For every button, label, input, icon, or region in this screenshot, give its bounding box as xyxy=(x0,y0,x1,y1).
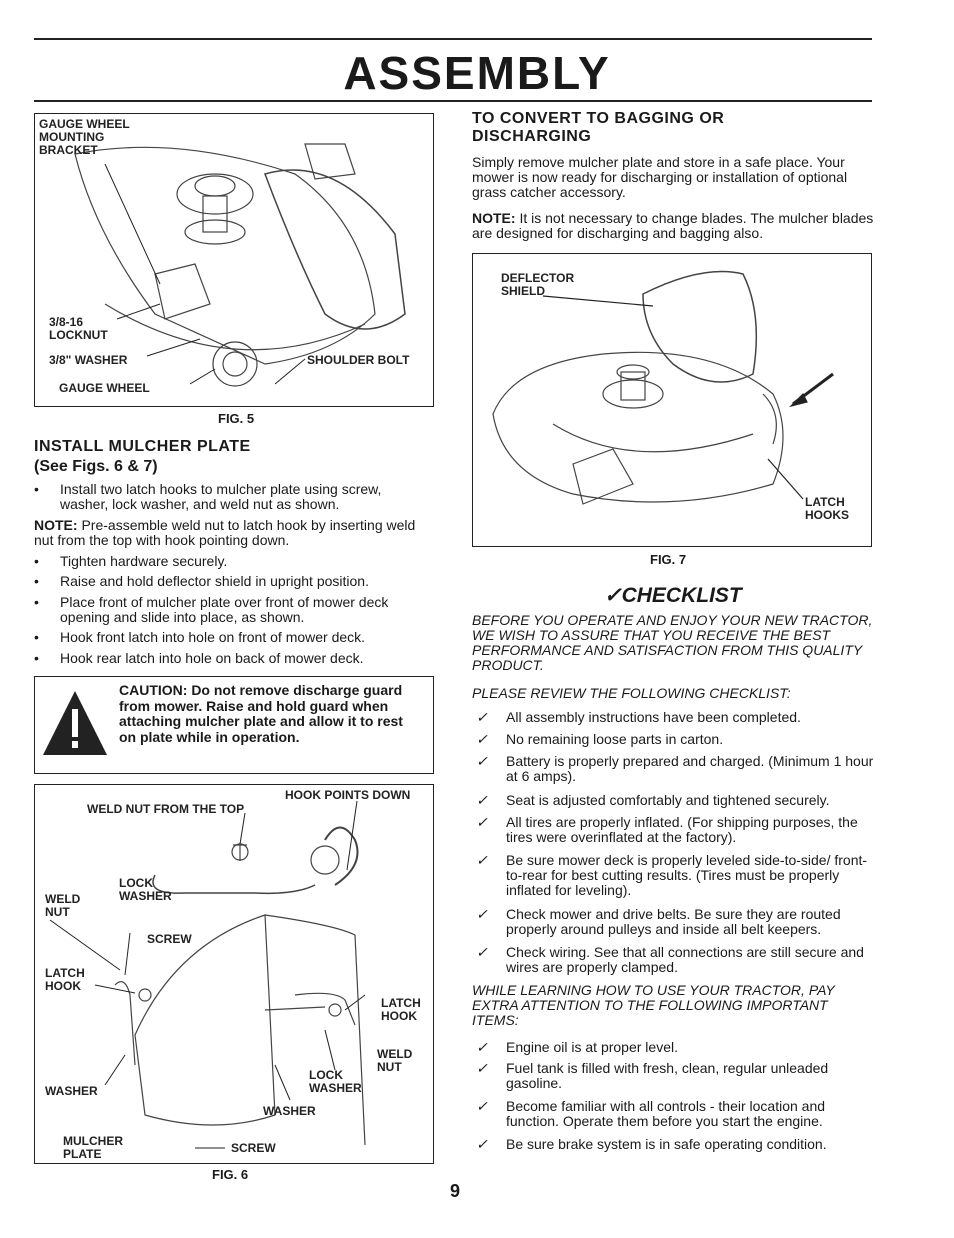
install-heading: INSTALL MULCHER PLATE xyxy=(34,438,251,455)
page-title: ASSEMBLY xyxy=(343,47,611,99)
fig5-label-shoulder-bolt: SHOULDER BOLT xyxy=(307,353,410,367)
fig6-label-washer-bottom: WASHER xyxy=(263,1104,316,1118)
fig6-label-washer-left: WASHER xyxy=(45,1084,98,1098)
fig7-label-deflector-shield: DEFLECTOR SHIELD xyxy=(501,271,575,298)
install-bullet-1: • Install two latch hooks to mulcher plate using screw, washer, lock washer, and weld nut as shown. xyxy=(34,481,382,512)
fig7-illustration xyxy=(472,253,872,547)
fig6-caption: FIG. 6 xyxy=(212,1167,249,1182)
fig5-label-gauge-wheel: GAUGE WHEEL xyxy=(59,381,150,395)
fig6-label-weld-nut-right: WELD NUT xyxy=(377,1047,413,1074)
caution-text: CAUTION: Do not remove discharge guard from mower. Raise and hold guard when attaching mulcher plate and allow it to rest on plate while in operation. xyxy=(119,682,403,745)
install-subheading: (See Figs. 6 & 7) xyxy=(34,458,158,475)
checklist-item: ✓ Become familiar with all controls - their location and function. Operate them before you start the engine. xyxy=(476,1098,826,1129)
fig5-label-bracket: GAUGE WHEEL MOUNTING BRACKET xyxy=(39,117,130,157)
checklist-item: ✓ Seat is adjusted comfortably and tightened securely. xyxy=(476,792,830,808)
checklist-item: ✓ All assembly instructions have been completed. xyxy=(476,709,801,725)
fig6-label-screw-bottom: SCREW xyxy=(231,1141,276,1155)
fig7-label-latch-hooks: LATCH HOOKS xyxy=(805,495,850,522)
checklist-item: ✓ No remaining loose parts in carton. xyxy=(476,731,724,747)
fig6-label-screw-top: SCREW xyxy=(147,932,192,946)
convert-paragraph: Simply remove mulcher plate and store in a safe place. Your mower is now ready for discharging or installation of optional grass catcher accessory. xyxy=(472,154,848,200)
fig5-caption: FIG. 5 xyxy=(218,411,255,426)
checklist-intro: BEFORE YOU OPERATE AND ENJOY YOUR NEW TRACTOR, WE WISH TO ASSURE THAT YOU RECEIVE THE BEST PERFORMANCE AND SATISFACTION FROM THIS QUALITY PRODUCT. xyxy=(472,612,873,673)
fig6-label-latch-hook-left: LATCH HOOK xyxy=(45,966,85,993)
fig6-drawing xyxy=(35,785,433,1163)
fig6-label-lock-washer-top: LOCK WASHER xyxy=(119,876,172,903)
fig6-illustration xyxy=(34,784,434,1164)
warning-triangle-icon xyxy=(35,677,115,773)
checklist-item: ✓ Check mower and drive belts. Be sure they are routed properly around pulleys and inside all belt keepers. xyxy=(476,906,841,937)
checklist-item: ✓ Be sure brake system is in safe operating condition. xyxy=(476,1136,827,1152)
install-bullet-2: • Tighten hardware securely. xyxy=(34,553,228,569)
checklist-item: ✓ Fuel tank is filled with fresh, clean, regular unleaded gasoline. xyxy=(476,1060,829,1091)
top-rule xyxy=(34,38,872,40)
convert-heading: TO CONVERT TO BAGGING OR DISCHARGING xyxy=(472,110,725,145)
fig6-label-weld-nut-top: WELD NUT FROM THE TOP xyxy=(87,802,245,816)
checklist-item: ✓ Check wiring. See that all connections are still secure and wires are properly clamped. xyxy=(476,944,864,975)
page-number: 9 xyxy=(450,1181,461,1201)
fig6-label-mulcher-plate: MULCHER PLATE xyxy=(63,1134,123,1161)
install-bullet-5: • Hook front latch into hole on front of mower deck. xyxy=(34,629,366,645)
fig6-label-weld-nut-left: WELD NUT xyxy=(45,892,81,919)
install-bullet-4: • Place front of mulcher plate over front of mower deck opening and slide into place, as shown. xyxy=(34,594,389,625)
fig5-label-washer: 3/8" WASHER xyxy=(49,353,128,367)
install-note: NOTE: Pre-assemble weld nut to latch hook by inserting weld nut from the top with hook pointing down. xyxy=(34,517,416,548)
convert-note: NOTE: It is not necessary to change blades. The mulcher blades are designed for discharging and bagging also. xyxy=(472,210,874,241)
fig6-label-hook-points-down: HOOK POINTS DOWN xyxy=(285,788,411,802)
install-bullet-3: • Raise and hold deflector shield in upright position. xyxy=(34,573,369,589)
checklist-item: ✓ Engine oil is at proper level. xyxy=(476,1039,678,1055)
checklist-while-learning: WHILE LEARNING HOW TO USE YOUR TRACTOR, PAY EXTRA ATTENTION TO THE FOLLOWING IMPORTANT ITEMS: xyxy=(472,982,835,1028)
checklist-item: ✓ All tires are properly inflated. (For shipping purposes, the tires were overinflated at the factory). xyxy=(476,814,858,845)
checklist-review: PLEASE REVIEW THE FOLLOWING CHECKLIST: xyxy=(472,685,791,701)
fig6-label-latch-hook-right: LATCH HOOK xyxy=(381,996,421,1023)
fig7-caption: FIG. 7 xyxy=(650,552,687,567)
checklist-title: ✓CHECKLIST xyxy=(604,584,742,607)
checklist-item: ✓ Be sure mower deck is properly leveled side-to-side/ front-to-rear for best cutting results. (Tires must be properly inflated for leveling). xyxy=(476,852,868,898)
fig6-label-lock-washer-bottom: LOCK WASHER xyxy=(309,1068,362,1095)
install-bullet-6: • Hook rear latch into hole on back of mower deck. xyxy=(34,650,364,666)
checklist-item: ✓ Battery is properly prepared and charged. (Minimum 1 hour at 6 amps). xyxy=(476,753,874,784)
fig5-label-locknut: 3/8-16 LOCKNUT xyxy=(49,315,108,342)
fig5-illustration xyxy=(34,113,434,407)
title-rule xyxy=(34,100,872,102)
caution-box xyxy=(34,676,434,774)
